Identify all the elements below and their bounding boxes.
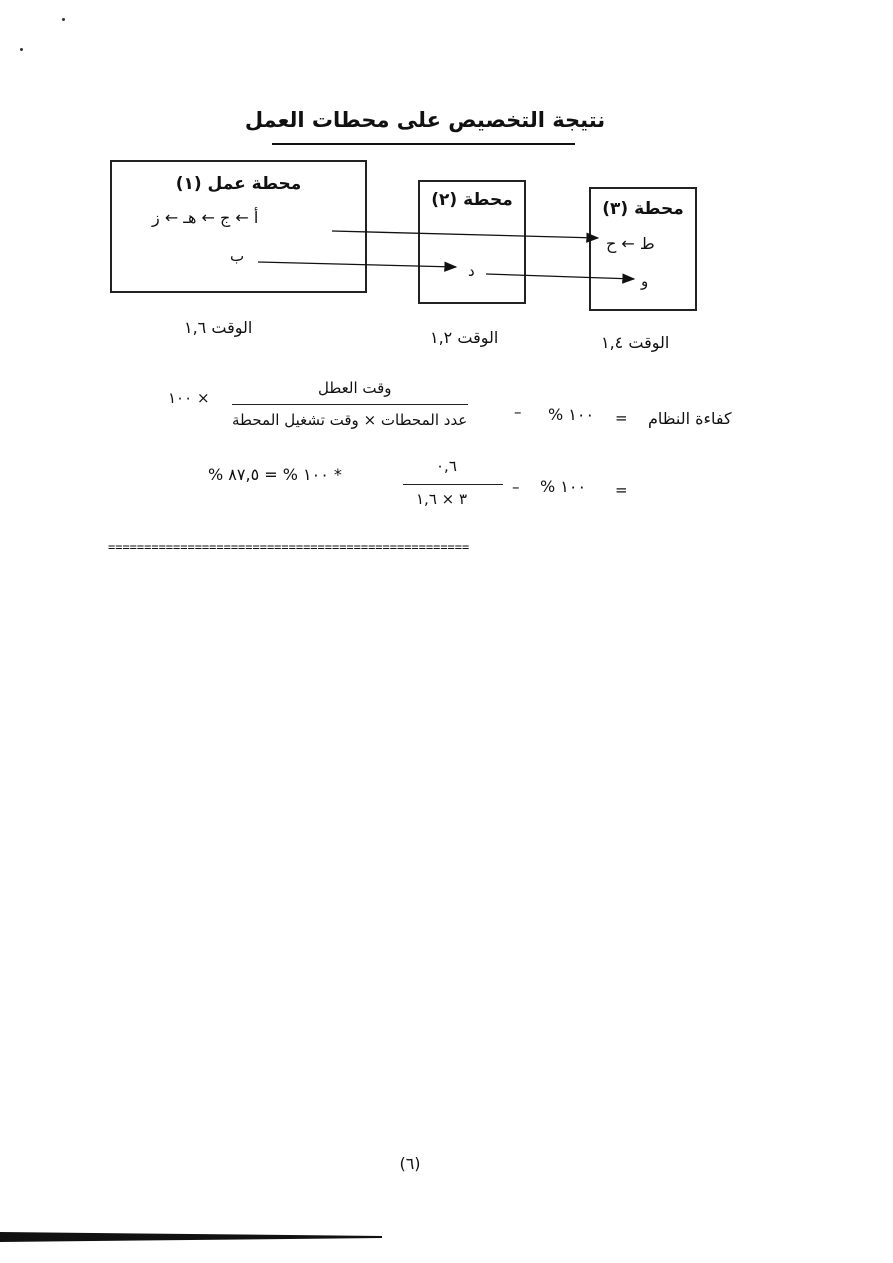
- station-2-time: الوقت ١,٢: [430, 328, 499, 347]
- station-3-title: محطة (٣): [602, 199, 684, 219]
- formula1-denominator: عدد المحطات × وقت تشغيل المحطة: [232, 411, 468, 429]
- scan-edge-bar: [0, 1230, 382, 1242]
- formula1-fraction-bar: [232, 404, 468, 405]
- formula2-numerator: ٠,٦: [436, 457, 457, 475]
- page-number: (٦): [399, 1154, 421, 1173]
- station-3-time: الوقت ١,٤: [601, 333, 670, 352]
- station-2-title: محطة (٢): [431, 190, 513, 210]
- formula2-denominator: ٣ × ١,٦: [416, 490, 468, 508]
- station-1-sequence: أ ← ج ← هـ ← ز: [152, 208, 259, 227]
- formula2-equals: =: [615, 481, 628, 499]
- formula1-minus: –: [514, 403, 522, 421]
- station-1-task-b: ب: [230, 247, 245, 265]
- formula2-fraction-bar: [403, 484, 503, 485]
- station-3-sequence: ط ← ح: [606, 234, 655, 253]
- page-title: نتيجة التخصيص على محطات العمل: [244, 108, 606, 132]
- formula2-result: * ١٠٠ % = ٨٧,٥ %: [208, 465, 342, 484]
- section-separator: ==================================================: [108, 540, 470, 554]
- formula1-equals: =: [615, 409, 628, 427]
- station-2-task-d: د: [468, 262, 475, 280]
- formula1-hundred-percent: ١٠٠ %: [548, 405, 595, 424]
- scan-speck: [20, 48, 23, 51]
- station-1-time: الوقت ١,٦: [184, 318, 253, 337]
- formula1-label: كفاءة النظام: [648, 409, 732, 428]
- formula1-numerator: وقت العطل: [318, 379, 392, 397]
- formula2-hundred-percent: ١٠٠ %: [540, 477, 587, 496]
- title-underline: [272, 143, 575, 145]
- station-1-title: محطة عمل (١): [175, 174, 302, 194]
- scan-speck: [62, 18, 65, 21]
- station-2-box: [418, 180, 526, 304]
- formula1-times-hundred: × ١٠٠: [168, 389, 210, 407]
- formula2-minus: –: [512, 478, 520, 496]
- station-3-task-w: و: [641, 272, 649, 290]
